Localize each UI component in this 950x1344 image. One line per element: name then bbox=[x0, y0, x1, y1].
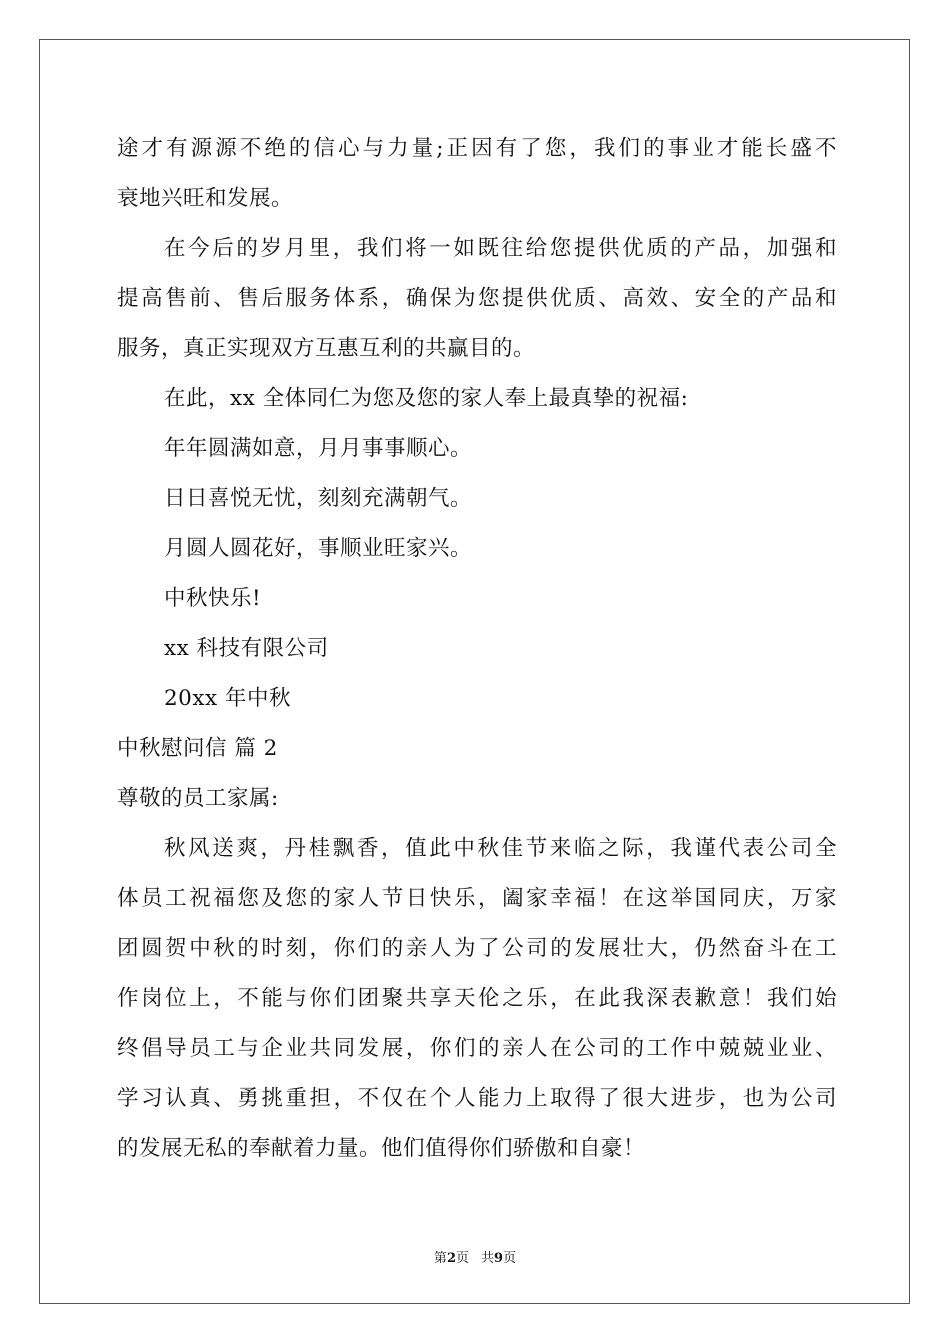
paragraph-9-line-0: 中秋慰问信 篇 2 bbox=[117, 736, 278, 761]
footer-total-suffix: 页 bbox=[503, 1251, 517, 1266]
paragraph-11-line-1: 体员工祝福您及您的家人节日快乐，阖家幸福！在这举国同庆，万家 bbox=[117, 886, 837, 911]
paragraph-11-line-6: 的发展无私的奉献着力量。他们值得你们骄傲和自豪！ bbox=[117, 1136, 646, 1161]
paragraph-11-line-4: 终倡导员工与企业共同发展，你们的亲人在公司的工作中兢兢业业、 bbox=[117, 1036, 837, 1061]
paragraph-0-line-1: 衰地兴旺和发展。 bbox=[117, 186, 294, 211]
document-body bbox=[117, 124, 837, 1174]
paragraph-11-line-5: 学习认真、勇挑重担，不仅在个人能力上取得了很大进步，也为公司 bbox=[117, 1086, 837, 1111]
paragraph-0-line-0: 途才有源源不绝的信心与力量;正因有了您，我们的事业才能长盛不 bbox=[117, 136, 837, 161]
paragraph-4-line-0: 日日喜悦无忧，刻刻充满朝气。 bbox=[164, 486, 473, 511]
footer-total-prefix: 共 bbox=[481, 1251, 495, 1266]
page-footer bbox=[0, 1247, 950, 1266]
paragraph-3-line-0: 年年圆满如意，月月事事顺心。 bbox=[164, 436, 473, 461]
paragraph-2-line-0: 在此，xx 全体同仁为您及您的家人奉上最真挚的祝福: bbox=[164, 386, 689, 411]
paragraph-11-line-0: 秋风送爽，丹桂飘香，值此中秋佳节来临之际，我谨代表公司全 bbox=[164, 836, 837, 861]
footer-page-mid: 页 bbox=[455, 1251, 469, 1266]
paragraph-5-line-0: 月圆人圆花好，事顺业旺家兴。 bbox=[164, 536, 473, 561]
paragraph-11-line-3: 作岗位上，不能与你们团聚共享天伦之乐，在此我深表歉意！我们始 bbox=[117, 986, 837, 1011]
footer-page-total: 9 bbox=[494, 1251, 504, 1266]
paragraph-10-line-0: 尊敬的员工家属: bbox=[117, 786, 279, 811]
footer-page-prefix: 第 bbox=[433, 1251, 447, 1266]
paragraph-1-line-2: 服务，真正实现双方互惠互利的共赢目的。 bbox=[117, 336, 536, 361]
footer-page-current: 2 bbox=[446, 1251, 456, 1266]
paragraph-8-line-0: 20xx 年中秋 bbox=[164, 686, 291, 711]
paragraph-6-line-0: 中秋快乐! bbox=[164, 586, 262, 611]
paragraph-11-line-2: 团圆贺中秋的时刻，你们的亲人为了公司的发展壮大，仍然奋斗在工 bbox=[117, 936, 837, 961]
paragraph-1-line-1: 提高售前、售后服务体系，确保为您提供优质、高效、安全的产品和 bbox=[117, 286, 837, 311]
paragraph-7-line-0: xx 科技有限公司 bbox=[164, 636, 329, 661]
paragraph-1-line-0: 在今后的岁月里，我们将一如既往给您提供优质的产品，加强和 bbox=[164, 236, 837, 261]
